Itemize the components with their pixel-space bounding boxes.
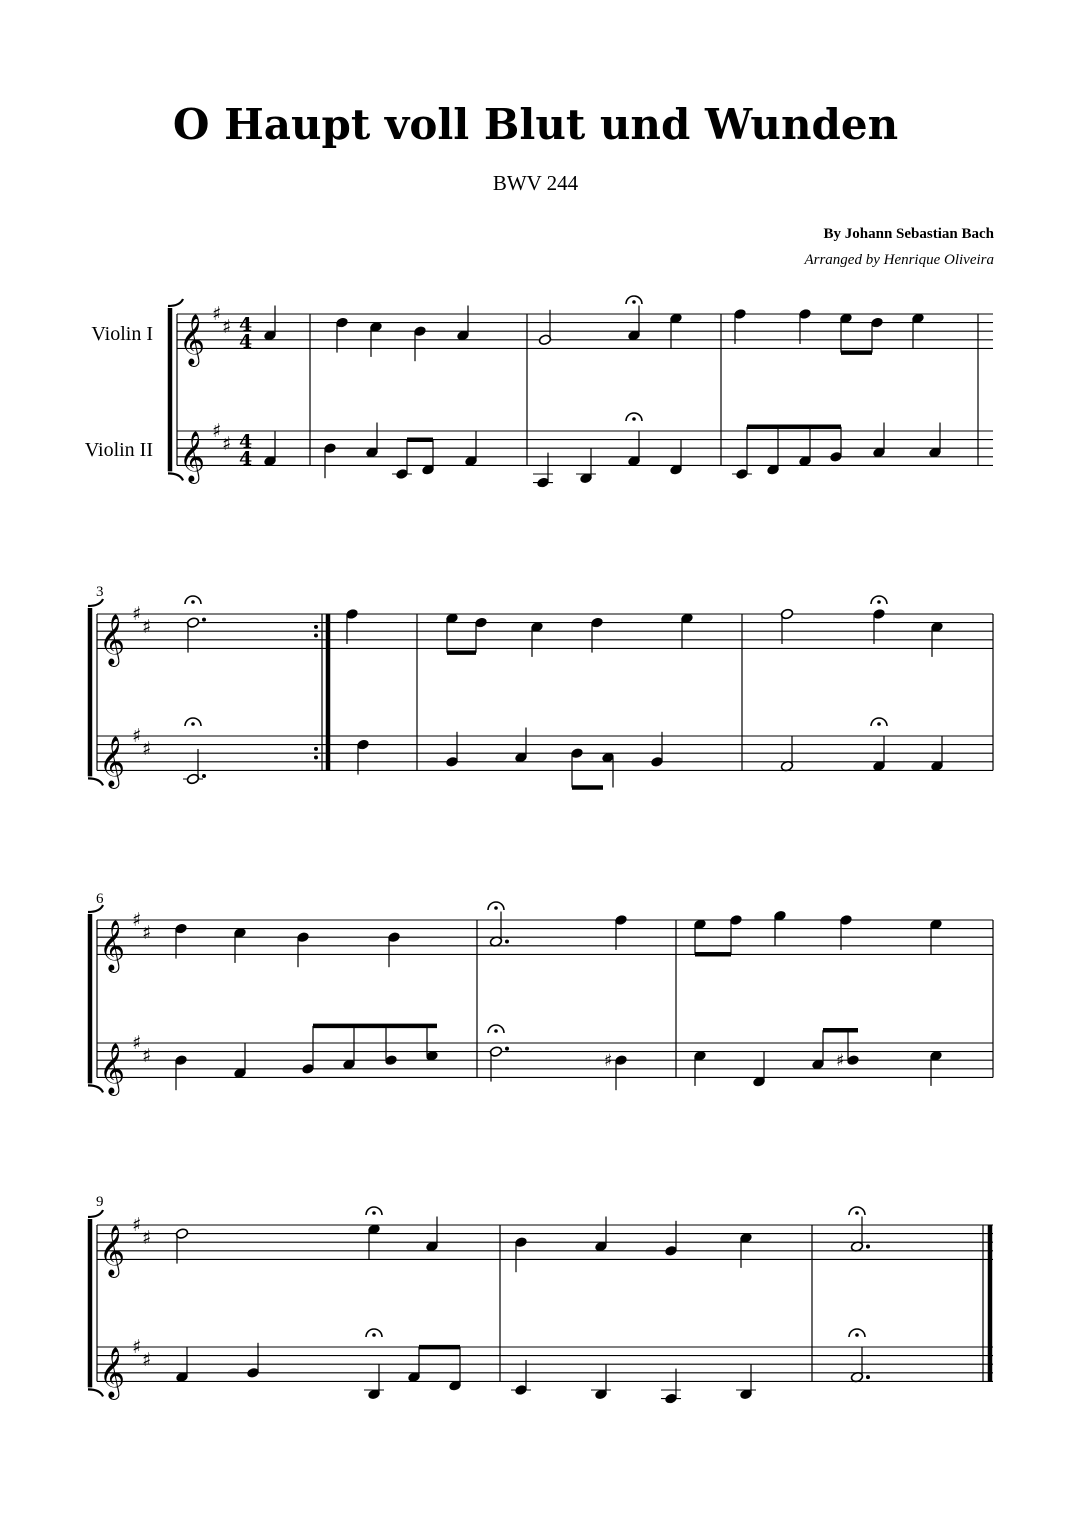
system-bracket	[88, 599, 103, 606]
treble-clef-icon: 𝄞	[99, 1225, 126, 1276]
fermata-icon	[632, 417, 636, 421]
staff-name-violin-2: Violin II	[84, 439, 153, 461]
augmentation-dot	[202, 774, 206, 778]
augmentation-dot	[505, 940, 509, 944]
sharp-icon: ♯	[142, 1044, 152, 1067]
treble-clef-icon: 𝄞	[99, 1347, 126, 1398]
sharp-icon: ♯	[132, 603, 142, 625]
staff-name-violin-1: Violin I	[91, 323, 153, 345]
fermata-icon	[372, 1333, 376, 1337]
fermata-icon	[632, 300, 636, 304]
sharp-icon: ♯	[604, 1051, 613, 1072]
augmentation-dot	[866, 1245, 870, 1249]
sharp-icon: ♯	[142, 921, 152, 944]
treble-clef-icon: 𝄞	[179, 314, 206, 365]
fermata-icon	[191, 722, 195, 726]
measure-number: 6	[96, 891, 104, 907]
time-signature-numerator: 4	[239, 314, 253, 336]
sharp-icon: ♯	[142, 615, 152, 638]
fermata-icon	[877, 600, 881, 604]
augmentation-dot	[505, 1047, 509, 1051]
fermata-icon	[877, 722, 881, 726]
time-signature-denominator: 4	[239, 331, 253, 353]
sharp-icon: ♯	[142, 1226, 152, 1249]
sharp-icon: ♯	[132, 909, 142, 931]
fermata-icon	[855, 1211, 859, 1215]
sharp-icon: ♯	[212, 303, 222, 325]
repeat-dot	[314, 747, 318, 751]
treble-clef-icon: 𝄞	[99, 1043, 126, 1094]
score-subtitle: BWV 244	[492, 171, 579, 195]
fermata-icon	[372, 1211, 376, 1215]
time-signature-denominator: 4	[239, 448, 253, 470]
sharp-icon: ♯	[132, 1336, 142, 1358]
fermata-icon	[494, 906, 498, 910]
sharp-icon: ♯	[836, 1051, 845, 1072]
augmentation-dot	[202, 618, 206, 622]
sharp-icon: ♯	[212, 420, 222, 442]
repeat-dot	[314, 634, 318, 638]
treble-clef-icon: 𝄞	[179, 431, 206, 482]
repeat-dot	[314, 625, 318, 629]
sharp-icon: ♯	[132, 1032, 142, 1054]
treble-clef-icon: 𝄞	[99, 736, 126, 787]
sharp-icon: ♯	[142, 737, 152, 760]
sharp-icon: ♯	[222, 432, 232, 455]
score-title: O Haupt voll Blut und Wunden	[172, 100, 899, 149]
sharp-icon: ♯	[142, 1348, 152, 1371]
fermata-icon	[494, 1029, 498, 1033]
fermata-icon	[191, 600, 195, 604]
system-bracket	[88, 1210, 103, 1217]
treble-clef-icon: 𝄞	[99, 920, 126, 971]
time-signature-numerator: 4	[239, 431, 253, 453]
sharp-icon: ♯	[222, 315, 232, 338]
sharp-icon: ♯	[132, 725, 142, 747]
arranger-credit: Arranged by Henrique Oliveira	[804, 252, 994, 268]
notation-layer	[88, 296, 993, 1404]
repeat-dot	[314, 756, 318, 760]
measure-number: 3	[96, 584, 104, 600]
treble-clef-icon: 𝄞	[99, 614, 126, 665]
composer-credit: By Johann Sebastian Bach	[823, 226, 994, 242]
fermata-icon	[855, 1333, 859, 1337]
measure-number: 9	[96, 1194, 104, 1210]
augmentation-dot	[866, 1375, 870, 1379]
system-bracket	[168, 299, 183, 306]
sharp-icon: ♯	[132, 1214, 142, 1236]
